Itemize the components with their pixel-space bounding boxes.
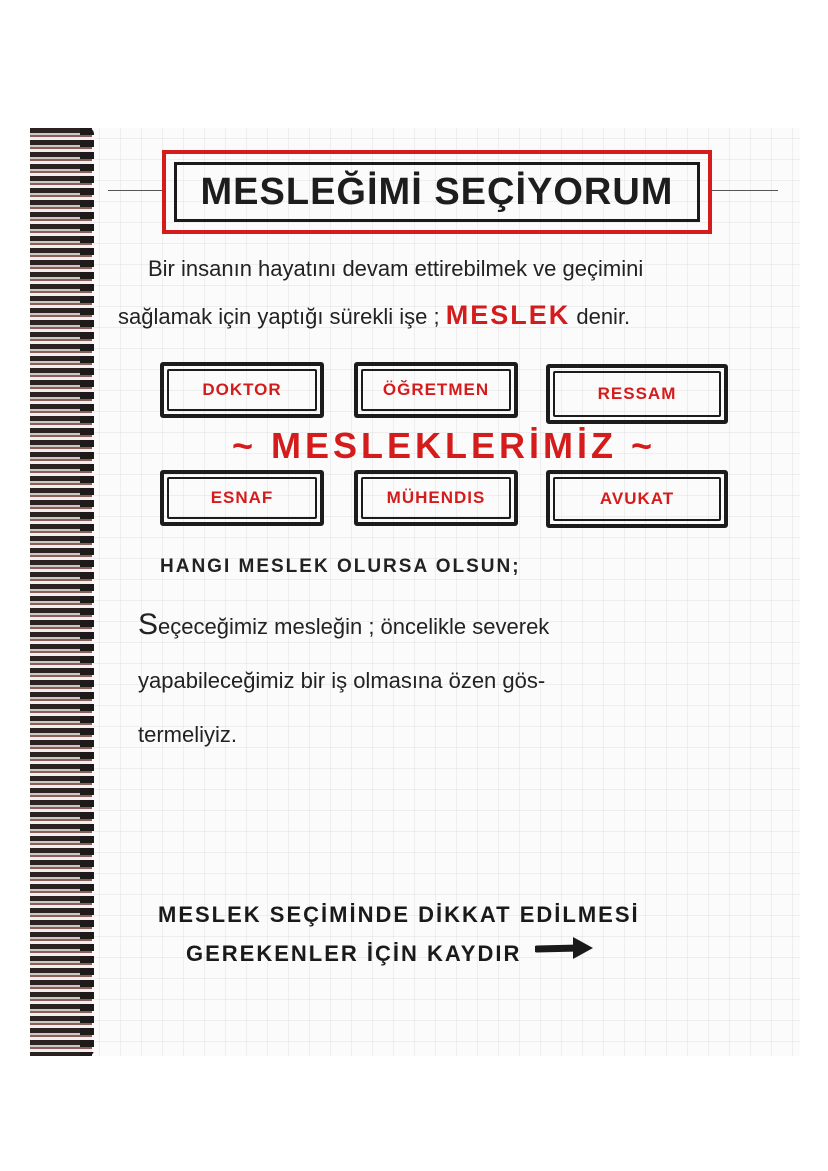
title-rule-left: [108, 190, 164, 191]
job-box-esnaf: [160, 470, 324, 526]
definition-text-after: denir.: [576, 304, 631, 329]
definition-paragraph: [118, 246, 768, 340]
note-heading: HANGI MESLEK OLURSA OLSUN;: [160, 556, 521, 577]
scroll-hint-line-2-row: [158, 934, 758, 974]
advice-line-2: yapabileceğimiz bir iş olmasına özen gös-: [138, 668, 546, 693]
job-label: RESSAM: [597, 384, 677, 403]
advice-line-3: termeliyiz.: [138, 722, 238, 747]
job-label: MÜHENDIS: [386, 488, 486, 507]
advice-paragraph: [138, 598, 768, 762]
advice-line-1-rest: eçeceğimiz mesleğin ; öncelikle severek: [158, 614, 550, 639]
job-box-doktor: [160, 362, 324, 418]
professions-banner: ~ MESLEKLERİMİZ ~: [231, 425, 657, 466]
job-box-ressam: [546, 364, 728, 424]
job-label: DOKTOR: [202, 380, 282, 399]
title-frame: [162, 150, 712, 234]
job-label: AVUKAT: [599, 489, 675, 508]
job-box-muhendis: [354, 470, 518, 526]
definition-line-1: Bir insanın hayatını devam ettirebilmek ve geçimini: [148, 256, 644, 281]
advice-first-letter: S: [138, 608, 159, 641]
job-label: ESNAF: [210, 488, 274, 507]
job-box-ogretmen: [354, 362, 518, 418]
definition-highlight: MESLEK: [445, 300, 571, 330]
page-title: MESLEĞİMİ SEÇİYORUM: [200, 170, 674, 213]
job-label: ÖĞRETMEN: [382, 380, 490, 399]
definition-line-2: [118, 292, 768, 340]
scroll-hint-line-2: GEREKENLER İÇİN KAYDIR: [186, 941, 522, 966]
job-box-avukat: [546, 470, 728, 528]
scroll-hint-line-1: MESLEK SEÇİMİNDE DİKKAT EDİLMESİ: [158, 902, 640, 927]
title-rule-right: [712, 190, 778, 191]
advice-line-1: [138, 598, 768, 654]
definition-text-before: sağlamak için yaptığı sürekli işe ;: [118, 304, 440, 329]
spiral-binding-rings: [80, 128, 94, 1056]
title-inner-frame: [174, 162, 700, 222]
scroll-hint: [158, 896, 758, 974]
arrow-right-icon: [535, 934, 597, 974]
